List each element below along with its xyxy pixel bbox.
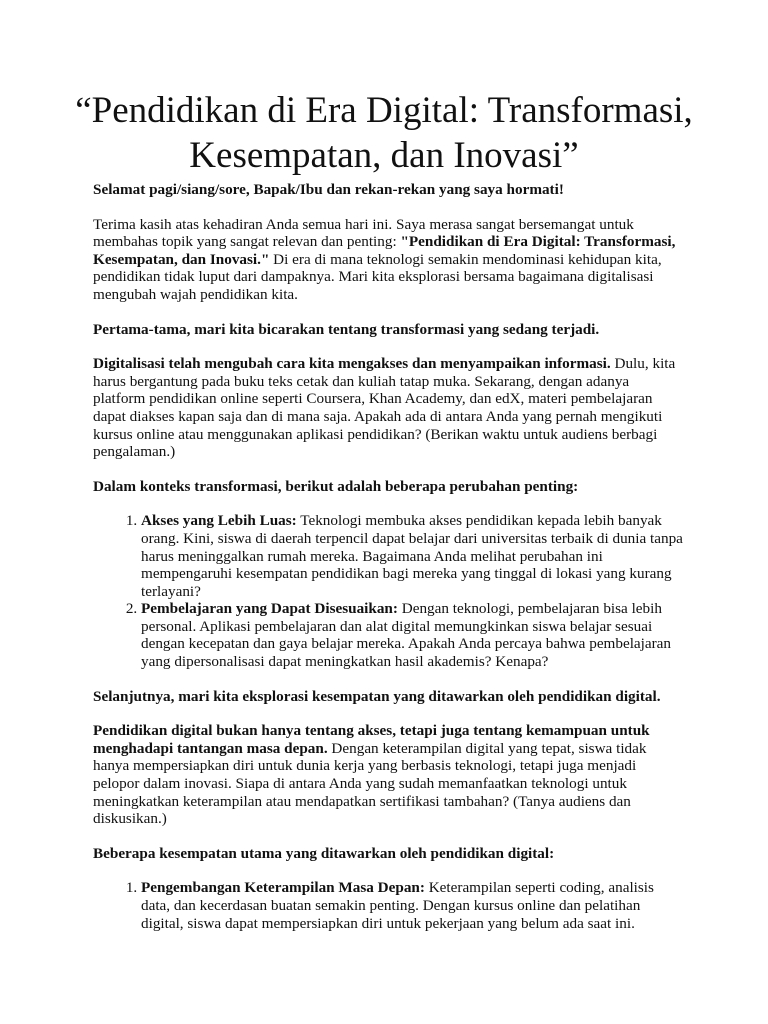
section2-paragraph <box>93 722 683 828</box>
list-item <box>141 879 683 932</box>
greeting <box>93 181 683 199</box>
document-body <box>93 181 683 949</box>
greeting-text: Selamat pagi/siang/sore, Bapak/Ibu dan rekan-rekan yang saya hormati! <box>93 181 564 198</box>
section1-list-heading <box>93 478 683 496</box>
intro-text-2: Di era di mana teknologi semakin mendominasi kehidupan kita, pendidikan tidak luput dari dampaknya. Mari kita eksplorasi bersama bagaimana digitalisasi mengubah wajah pendidikan kita. <box>93 250 662 303</box>
list-item <box>141 600 683 670</box>
list-item-title: Pengembangan Keterampilan Masa Depan: <box>141 879 425 897</box>
section1-heading <box>93 321 683 339</box>
intro-text-1: Terima kasih atas kehadiran Anda semua hari ini. Saya merasa sangat bersemangat untuk membahas topik yang sangat relevan dan penting: <box>93 215 634 251</box>
section2-lead-bold: Pendidikan digital bukan hanya tentang akses, tetapi juga tentang kemampuan untuk menghadapi tantangan masa depan. <box>93 722 650 757</box>
list-item-text: Keterampilan seperti coding, analisis data, dan kecerdasan buatan semakin penting. Dengan kursus online dan pelatihan digital, siswa dapat mempersiapkan diri untuk pekerjaan yang belum ada saat ini. <box>141 879 654 932</box>
section1-paragraph <box>93 355 683 461</box>
transformation-list <box>93 512 683 670</box>
page-title: “Pendidikan di Era Digital: Transformasi, Kesempatan, dan Inovasi” <box>75 90 693 176</box>
section2-list-heading-text: Beberapa kesempatan utama yang ditawarkan oleh pendidikan digital: <box>93 844 555 862</box>
section1-lead-bold: Digitalisasi telah mengubah cara kita mengakses dan menyampaikan informasi. <box>93 355 611 373</box>
section2-list-heading <box>93 845 683 863</box>
list-item-text: Dengan teknologi, pembelajaran bisa lebih personal. Aplikasi pembelajaran dan alat digital memungkinkan siswa belajar sesuai dengan kecepatan dan gaya belajar mereka. Apakah Anda percaya bahwa pembelajaran yang dipersonalisasi dapat meningkatkan hasil akademis? Kenapa? <box>141 600 672 671</box>
section2-heading-text: Selanjutnya, mari kita eksplorasi kesempatan yang ditawarkan oleh pendidikan digital. <box>93 687 661 705</box>
section2-body-text: Dengan keterampilan digital yang tepat, siswa tidak hanya mempersiapkan diri untuk dunia kerja yang berbasis teknologi, tetapi juga menjadi pelopor dalam inovasi. Siapa di antara Anda yang sudah memanfaatkan teknologi untuk meningkatkan keterampilan atau mendapatkan sertifikasi tambahan? (Tanya audiens dan diskusikan.) <box>93 739 647 828</box>
list-item-text: Teknologi membuka akses pendidikan kepada lebih banyak orang. Kini, siswa di daerah terpencil dapat belajar dari universitas terbaik di dunia tanpa harus meninggalkan rumah mereka. Bagaimana Anda melihat perubahan ini mempengaruhi kesempatan pendidikan bagi mereka yang tinggal di lokasi yang kurang terlayani? <box>141 512 683 600</box>
list-item-title: Pembelajaran yang Dapat Disesuaikan: <box>141 600 398 618</box>
opportunity-list <box>93 879 683 932</box>
section1-list-heading-text: Dalam konteks transformasi, berikut adalah beberapa perubahan penting: <box>93 477 579 495</box>
section1-body-text: Dulu, kita harus bergantung pada buku teks cetak dan kuliah tatap muka. Sekarang, dengan adanya platform pendidikan online seperti Coursera, Khan Academy, dan edX, materi pembelajaran dapat diakses kapan saja dan di mana saja. Apakah ada di antara Anda yang pernah mengikuti kursus online atau menggunakan aplikasi pendidikan? (Berikan waktu untuk audiens berbagi pengalaman.) <box>93 355 676 461</box>
list-item-title: Akses yang Lebih Luas: <box>141 512 297 530</box>
list-item <box>141 512 683 600</box>
intro-paragraph <box>93 216 683 304</box>
section2-heading <box>93 688 683 706</box>
intro-topic-bold: "Pendidikan di Era Digital: Transformasi, Kesempatan, dan Inovasi." <box>93 233 676 268</box>
section1-heading-text: Pertama-tama, mari kita bicarakan tentang transformasi yang sedang terjadi. <box>93 320 600 338</box>
